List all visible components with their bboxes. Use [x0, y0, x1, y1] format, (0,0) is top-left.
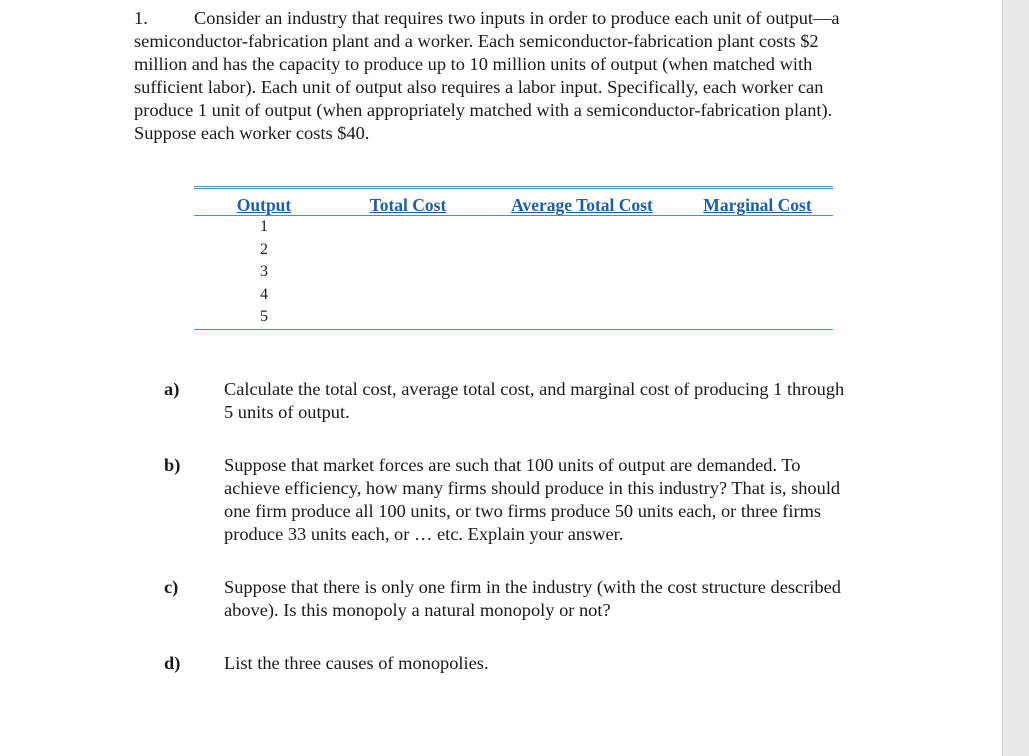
- question-number: 1.: [134, 8, 148, 28]
- part-text: Calculate the total cost, average total cost, and marginal cost of producing 1 through 5 units of output.: [224, 379, 845, 422]
- average-total-cost-cell: [482, 216, 682, 239]
- part-text: List the three causes of monopolies.: [224, 653, 489, 673]
- table-header-row: [194, 188, 833, 216]
- marginal-cost-cell: [682, 306, 833, 329]
- output-cell: 1: [260, 218, 268, 235]
- header-output: Output: [236, 195, 292, 215]
- scrollbar-gutter[interactable]: [1002, 0, 1029, 756]
- total-cost-cell: [334, 216, 482, 239]
- total-cost-cell: [334, 306, 482, 329]
- total-cost-cell: [334, 261, 482, 284]
- table-row: [194, 306, 833, 329]
- average-total-cost-cell: [482, 261, 682, 284]
- part-label: d): [164, 653, 181, 673]
- total-cost-cell: [334, 239, 482, 262]
- part-label: b): [164, 455, 181, 475]
- header-total-cost: Total Cost: [369, 195, 447, 215]
- table-row: [194, 216, 833, 239]
- average-total-cost-cell: [482, 306, 682, 329]
- output-cell: 4: [260, 285, 268, 303]
- marginal-cost-cell: [682, 239, 833, 262]
- output-cell: 5: [260, 308, 268, 325]
- part-label: a): [164, 379, 180, 399]
- output-cell: 2: [260, 240, 268, 258]
- part-text: Suppose that market forces are such that 100 units of output are demanded. To achieve efficiency, how many firms should produce in this industry? That is, should one firm produce all 100 units, or two firms produce 50 units each, or three firms produce 33 units each, or … etc. Explain your answer.: [224, 455, 841, 544]
- average-total-cost-cell: [482, 239, 682, 262]
- output-cell: 3: [260, 263, 268, 280]
- table-row: [194, 284, 833, 307]
- marginal-cost-cell: [682, 216, 833, 239]
- average-total-cost-cell: [482, 284, 682, 307]
- marginal-cost-cell: [682, 261, 833, 284]
- table-row: [194, 239, 833, 262]
- header-marginal-cost: Marginal Cost: [703, 195, 812, 215]
- part-label: c): [164, 577, 179, 597]
- marginal-cost-cell: [682, 284, 833, 307]
- question-1: [134, 7, 874, 145]
- cost-table: [194, 186, 833, 330]
- total-cost-cell: [334, 284, 482, 307]
- header-average-total-cost: Average Total Cost: [511, 195, 653, 215]
- part-text: Suppose that there is only one firm in the industry (with the cost structure described above). Is this monopoly a natural monopoly or not?: [224, 577, 841, 620]
- question-text: Consider an industry that requires two inputs in order to produce each unit of output—a semiconductor-fabrication plant and a worker. Each semiconductor-fabrication plant costs $2 million and has the capacity to produce up to 10 million units of output (when matched with sufficient labor). Each unit of output also requires a labor input. Specifically, each worker can produce 1 unit of output (when appropriately matched with a semiconductor-fabrication plant). Suppose each worker costs $40.: [134, 8, 840, 143]
- table-row: [194, 261, 833, 284]
